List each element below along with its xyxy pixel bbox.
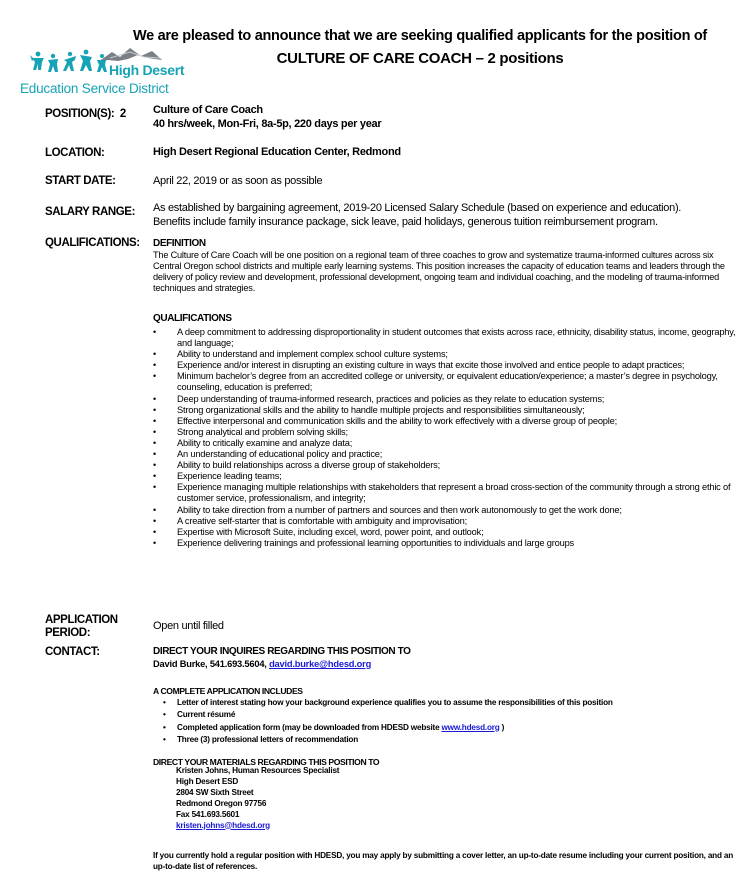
list-item: • Strong analytical and problem solving skills;	[153, 427, 738, 438]
list-item: • Experience leading teams;	[153, 471, 738, 482]
list-item	[163, 722, 723, 734]
inquiries-email-link[interactable]: david.burke@hdesd.org	[269, 659, 372, 669]
footer-note: If you currently hold a regular position with HDESD, you may apply by submitting a cover letter, an up-to-date resume including your current position, and an up-to-date list of references.	[153, 851, 734, 871]
list-item: • Letter of interest stating how your background experience qualifies you to assume the responsibilities of this position	[163, 697, 723, 709]
materials-heading: DIRECT YOUR MATERIALS REGARDING THIS POSITION TO	[153, 757, 380, 767]
list-item: • Three (3) professional letters of recommendation	[163, 734, 723, 746]
list-item: • Ability to build relationships across a diverse group of stakeholders;	[153, 460, 738, 471]
address-line: High Desert ESD	[176, 776, 239, 786]
list-item: • Effective interpersonal and communication skills and the ability to work effectively with a diverse group of people;	[153, 416, 738, 427]
salary-line1: As established by bargaining agreement, 2019-20 Licensed Salary Schedule (based on experience and education).	[153, 202, 682, 214]
website-suffix: )	[501, 722, 505, 732]
start-date-value: April 22, 2019 or as soon as possible	[153, 175, 323, 187]
mailing-address	[176, 766, 339, 831]
address-line: Kristen Johns, Human Resources Specialist	[176, 766, 340, 775]
logo-name: High Desert	[109, 62, 185, 78]
list-item: • Expertise with Microsoft Suite, including excel, word, power point, and outlook;	[153, 527, 738, 538]
inquiries-heading: DIRECT YOUR INQUIRES REGARDING THIS POSITION TO	[153, 646, 411, 657]
contact-label: CONTACT:	[45, 646, 100, 658]
website-link[interactable]: www.hdesd.org	[441, 722, 500, 732]
position-count: 2	[119, 108, 126, 120]
qualifications-list-heading: QUALIFICATIONS	[153, 313, 232, 324]
list-item: • A creative self-starter that is comfortable with ambiguity and improvisation;	[153, 516, 738, 527]
position-label	[45, 108, 126, 120]
definition-text: The Culture of Care Coach will be one position on a regional team of three coaches to grow and systematize trauma-informed cultures across six Central Oregon school districts and multiple early learning systems. This position increases the capacity of education teams and leaders through the delivery of policy review and development, professional development, ongoing team and individual coaching, and the modeling of trauma-informed techniques and strategies.	[153, 250, 725, 293]
materials-email-link[interactable]: kristen.johns@hdesd.org	[176, 820, 270, 830]
inquiries-contact	[153, 659, 371, 669]
logo	[20, 40, 195, 100]
list-item: • Experience managing multiple relationships with stakeholders that represent a broad cross-section of the community through a strong ethic of customer service, professionalism, and integrity;	[153, 482, 738, 504]
list-item: • An understanding of educational policy and practice;	[153, 449, 738, 460]
complete-application-heading: A COMPLETE APPLICATION INCLUDES	[153, 686, 303, 696]
list-item: • Ability to understand and implement complex school culture systems;	[153, 349, 738, 360]
application-label-line1: APPLICATION	[45, 614, 118, 626]
list-item: • Strong organizational skills and the ability to handle multiple projects and responsibilities simultaneously;	[153, 405, 738, 416]
position-title-value: Culture of Care Coach	[153, 104, 263, 116]
qualifications-label: QUALIFICATIONS:	[45, 237, 140, 249]
inquiries-name: David Burke, 541.693.5604,	[153, 659, 267, 669]
application-period-value: Open until filled	[153, 620, 224, 632]
qualifications-list	[153, 327, 738, 549]
complete-application-list	[163, 697, 723, 746]
list-item: • Minimum bachelor’s degree from an accredited college or university, or equivalent education/experience; a master’s degree in psychology, counseling, education is preferred;	[153, 371, 738, 393]
announcement-line: We are pleased to announce that we are seeking qualified applicants for the position of	[133, 28, 707, 44]
application-label-line2: PERIOD:	[45, 627, 91, 639]
address-line: 2804 SW Sixth Street	[176, 787, 254, 797]
position-hours: 40 hrs/week, Mon-Fri, 8a-5p, 220 days per year	[153, 118, 382, 130]
salary-line2: Benefits include family insurance package, sick leave, paid holidays, generous tuition reimbursement program.	[153, 216, 658, 228]
list-item: • Deep understanding of trauma-informed research, practices and policies as they relate to education systems;	[153, 394, 738, 405]
logo-subtitle: Education Service District	[20, 81, 169, 96]
list-item: • Current résumé	[163, 709, 723, 721]
address-line: Redmond Oregon 97756	[176, 798, 267, 808]
position-label-text: POSITION(S):	[45, 108, 115, 120]
application-form-text: Completed application form (may be downloaded from HDESD website	[177, 722, 440, 732]
start-date-label: START DATE:	[45, 175, 116, 187]
list-item: • Experience and/or interest in disrupting an existing culture in ways that excite those involved and entice people to adapt practices;	[153, 360, 738, 371]
location-label: LOCATION:	[45, 147, 105, 159]
position-title: CULTURE OF CARE COACH – 2 positions	[276, 50, 564, 67]
list-item: • Ability to take direction from a number of partners and sources and then work autonomously to get the work done;	[153, 505, 738, 516]
list-item: • Experience delivering trainings and professional learning opportunities to individuals and large groups	[153, 538, 738, 549]
location-value: High Desert Regional Education Center, Redmond	[153, 146, 401, 158]
address-line: Fax 541.693.5601	[176, 809, 240, 819]
definition-heading: DEFINITION	[153, 238, 206, 249]
list-item: • A deep commitment to addressing disproportionality in student outcomes that exists across race, ethnicity, disability status, income, geography, and language;	[153, 327, 738, 349]
application-period-label	[45, 614, 118, 640]
list-item: • Ability to critically examine and analyze data;	[153, 438, 738, 449]
salary-label: SALARY RANGE:	[45, 206, 136, 218]
